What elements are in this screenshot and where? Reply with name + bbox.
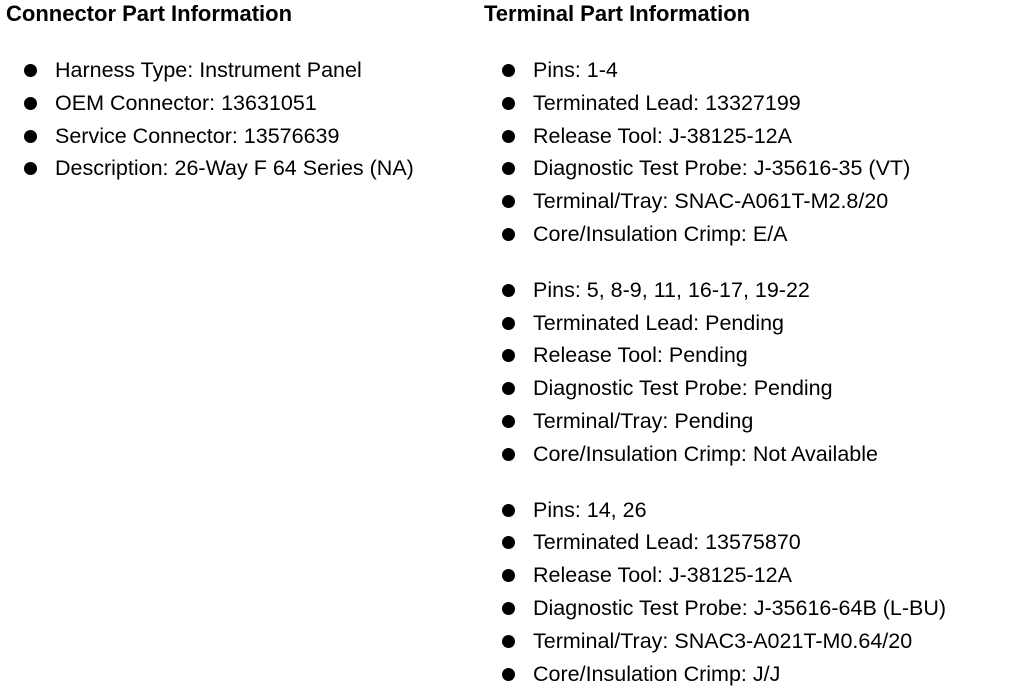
list-item-text: Terminal/Tray: SNAC3-A021T-M0.64/20 <box>533 628 913 653</box>
bullet-icon <box>502 668 515 681</box>
list-item <box>484 54 1024 87</box>
list-item-text: Core/Insulation Crimp: Not Available <box>533 441 878 466</box>
bullet-icon <box>24 130 37 143</box>
terminal-info-list <box>484 54 1024 251</box>
terminal-group-pins-1-4 <box>484 54 1024 251</box>
list-item-text: Terminal/Tray: Pending <box>533 408 754 433</box>
bullet-icon <box>502 415 515 428</box>
bullet-icon <box>24 97 37 110</box>
list-item <box>6 152 476 185</box>
list-item-text: Terminated Lead: 13575870 <box>533 530 801 555</box>
list-item <box>484 625 1024 658</box>
list-item <box>6 54 476 87</box>
bullet-icon <box>502 448 515 461</box>
list-item <box>484 87 1024 120</box>
list-item <box>484 120 1024 153</box>
list-item <box>484 405 1024 438</box>
list-item-text: Harness Type: Instrument Panel <box>55 58 362 82</box>
list-item <box>484 372 1024 405</box>
list-item-text: Terminated Lead: 13327199 <box>533 90 801 115</box>
bullet-icon <box>24 162 37 175</box>
list-item <box>484 559 1024 592</box>
list-item-text: OEM Connector: 13631051 <box>55 90 317 115</box>
list-item-text: Diagnostic Test Probe: J-35616-35 (VT) <box>533 156 911 181</box>
list-item <box>484 307 1024 340</box>
list-item-text: Core/Insulation Crimp: E/A <box>533 221 788 246</box>
list-item-text: Diagnostic Test Probe: J-35616-64B (L-BU) <box>533 595 947 620</box>
connector-heading: Connector Part Information <box>6 1 293 26</box>
list-item <box>484 339 1024 372</box>
bullet-icon <box>502 569 515 582</box>
terminal-info-list <box>484 494 1024 690</box>
bullet-icon <box>502 97 515 110</box>
terminal-info-list <box>484 274 1024 471</box>
bullet-icon <box>502 130 515 143</box>
bullet-icon <box>502 635 515 648</box>
list-item-text: Description: 26-Way F 64 Series (NA) <box>55 156 414 181</box>
bullet-icon <box>502 382 515 395</box>
bullet-icon <box>502 317 515 330</box>
list-item-text: Core/Insulation Crimp: J/J <box>533 661 781 686</box>
list-item-text: Release Tool: J-38125-12A <box>533 563 792 588</box>
connector-part-info-section <box>6 0 476 185</box>
list-item-text: Diagnostic Test Probe: Pending <box>533 376 833 401</box>
list-item-text: Release Tool: J-38125-12A <box>533 123 792 148</box>
list-item <box>484 526 1024 559</box>
bullet-icon <box>502 195 515 208</box>
list-item-text: Terminal/Tray: SNAC-A061T-M2.8/20 <box>533 189 889 214</box>
list-item-text: Pins: 14, 26 <box>533 497 647 522</box>
list-item <box>484 494 1024 527</box>
bullet-icon <box>502 602 515 615</box>
list-item-text: Service Connector: 13576639 <box>55 123 340 148</box>
bullet-icon <box>502 64 515 77</box>
list-item-text: Pins: 5, 8-9, 11, 16-17, 19-22 <box>533 277 810 302</box>
bullet-icon <box>502 284 515 297</box>
list-item-text: Terminated Lead: Pending <box>533 310 785 335</box>
list-item <box>484 658 1024 690</box>
terminal-group-pins-14-26 <box>484 494 1024 690</box>
list-item <box>6 120 476 153</box>
list-item <box>484 185 1024 218</box>
list-item <box>484 592 1024 625</box>
list-item-text: Release Tool: Pending <box>533 343 748 368</box>
terminal-heading: Terminal Part Information <box>484 1 751 26</box>
bullet-icon <box>502 228 515 241</box>
list-item-text: Pins: 1-4 <box>533 58 618 82</box>
bullet-icon <box>502 504 515 517</box>
list-item <box>484 218 1024 251</box>
bullet-icon <box>502 536 515 549</box>
list-item <box>484 438 1024 471</box>
bullet-icon <box>502 349 515 362</box>
list-item <box>484 152 1024 185</box>
bullet-icon <box>502 162 515 175</box>
terminal-part-info-section <box>484 0 1024 690</box>
connector-info-list <box>6 54 476 185</box>
terminal-group-pins-5-22 <box>484 274 1024 471</box>
list-item <box>484 274 1024 307</box>
list-item <box>6 87 476 120</box>
bullet-icon <box>24 64 37 77</box>
